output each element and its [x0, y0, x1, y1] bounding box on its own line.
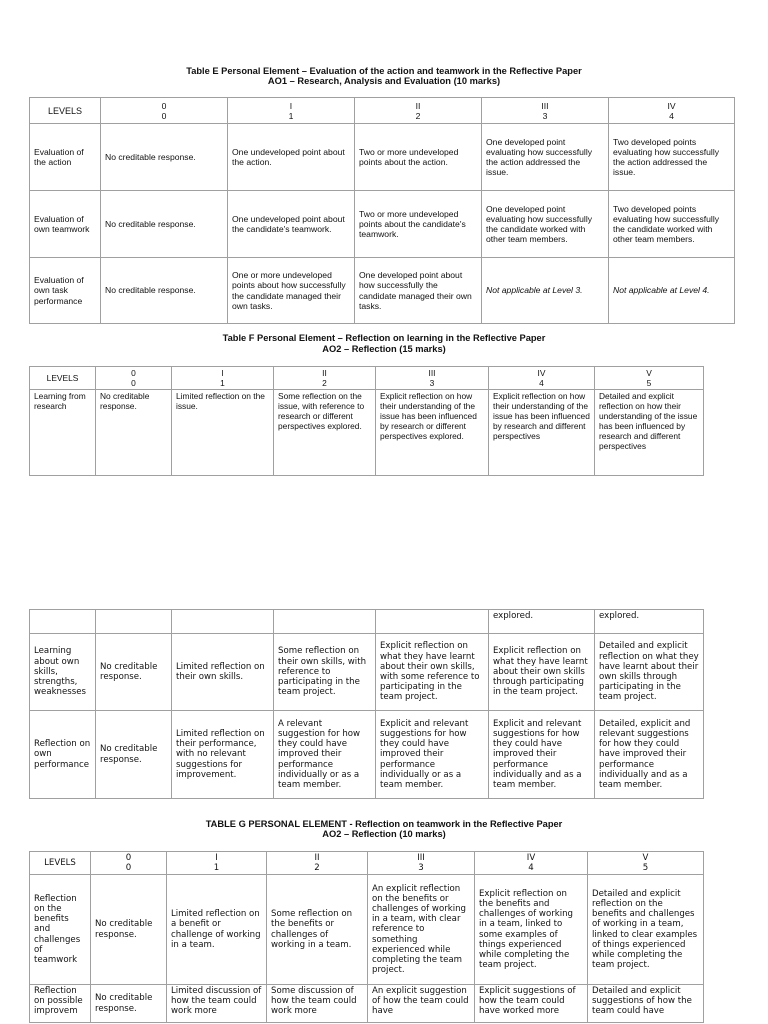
table-g-title: TABLE G PERSONAL ELEMENT - Reflection on teamwork in the Reflective Paper: [205, 819, 563, 829]
table-cell: Limited reflection on a benefit or challenge of working in a team.: [167, 875, 267, 985]
level-header: III 3: [368, 852, 475, 875]
table-cell: An explicit reflection on the benefits or challenges of working in a team, with clear reference to something experienced while completing the team project.: [368, 875, 475, 985]
level-header: II 2: [274, 367, 376, 390]
table-cell: Explicit reflection on how their understanding of the issue has been influenced by research or different perspectives explored.: [376, 390, 489, 476]
table-cell: Explicit reflection on the benefits and challenges of working in a team, linked to some examples of things experienced while completing the team project.: [475, 875, 588, 985]
table-cell: Some reflection on the benefits or challenges of working in a team.: [267, 875, 368, 985]
row-label: Evaluation of own task performance: [30, 258, 101, 324]
level-header: V 5: [595, 367, 704, 390]
table-cell: One undeveloped point about the candidate's teamwork.: [228, 191, 355, 258]
table-cell: Some reflection on their own skills, with reference to participating in the team project.: [274, 634, 376, 711]
table-cell: No creditable response.: [101, 258, 228, 324]
table-f-subtitle: AO2 – Reflection (15 marks): [322, 344, 446, 354]
row-label: Evaluation of own teamwork: [30, 191, 101, 258]
level-header: III 3: [376, 367, 489, 390]
table-cell: Detailed and explicit suggestions of how the team could have: [588, 985, 704, 1023]
row-label: Reflection on own performance: [30, 711, 96, 799]
table-cell: Two or more undeveloped points about the candidate's teamwork.: [355, 191, 482, 258]
table-g-header-row: [30, 852, 704, 875]
row-label: Evaluation of the action: [30, 124, 101, 191]
table-f-header-row: [30, 367, 704, 390]
level-header: I 1: [228, 98, 355, 124]
levels-label: LEVELS: [30, 367, 96, 390]
table-row: [30, 124, 735, 191]
table-cell: An explicit suggestion of how the team could have: [368, 985, 475, 1023]
row-label: Learning from research: [30, 390, 96, 476]
level-header: V 5: [588, 852, 704, 875]
table-e-title: Table E Personal Element – Evaluation of the action and teamwork in the Reflective Paper: [186, 66, 582, 76]
table-cell: [30, 610, 96, 634]
table-e: [29, 97, 735, 324]
row-label: Learning about own skills, strengths, weaknesses: [30, 634, 96, 711]
table-cell: Explicit and relevant suggestions for how they could have improved their performance individually and as a team member.: [489, 711, 595, 799]
table-cell: A relevant suggestion for how they could have improved their performance individually or as a team member.: [274, 711, 376, 799]
table-f-title: Table F Personal Element – Reflection on learning in the Reflective Paper: [222, 333, 546, 343]
level-header: II 2: [355, 98, 482, 124]
table-g: [29, 851, 704, 1023]
table-cell: Explicit and relevant suggestions for how they could have improved their performance individually or as a team member.: [376, 711, 489, 799]
level-header: 0 0: [101, 98, 228, 124]
row-label: Reflection on the benefits and challenges of teamwork: [30, 875, 91, 985]
level-header: I 1: [167, 852, 267, 875]
table-e-header-row: [30, 98, 735, 124]
table-cell: Not applicable at Level 4.: [609, 258, 735, 324]
table-cell: Detailed and explicit reflection on how their understanding of the issue has been influenced by research and different perspectives: [595, 390, 704, 476]
table-cell: One developed point about how successfully the candidate managed their own tasks.: [355, 258, 482, 324]
table-e-subtitle: AO1 – Research, Analysis and Evaluation (10 marks): [267, 76, 501, 86]
table-cell: Explicit suggestions of how the team could have worked more: [475, 985, 588, 1023]
table-cell: Explicit reflection on what they have learnt about their own skills through participating in the team project.: [489, 634, 595, 711]
table-cell: One developed point evaluating how successfully the action addressed the issue.: [482, 124, 609, 191]
table-cell: Limited discussion of how the team could work more: [167, 985, 267, 1023]
table-row: [30, 610, 704, 634]
table-cell: [376, 610, 489, 634]
level-header: II 2: [267, 852, 368, 875]
table-cell: No creditable response.: [96, 390, 172, 476]
table-cell: Detailed and explicit reflection on what they have learnt about their own skills through participating in the team project.: [595, 634, 704, 711]
table-cell: Not applicable at Level 3.: [482, 258, 609, 324]
table-f: [29, 366, 704, 476]
table-cell: Two developed points evaluating how successfully the candidate worked with other team members.: [609, 191, 735, 258]
table-cell: Two developed points evaluating how successfully the action addressed the issue.: [609, 124, 735, 191]
level-header: IV 4: [609, 98, 735, 124]
table-cell: Limited reflection on their performance, with no relevant suggestions for improvement.: [172, 711, 274, 799]
table-cell: Detailed and explicit reflection on the benefits and challenges of working in a team, linked to clear examples of things experienced while completing the team project.: [588, 875, 704, 985]
table-cell: One developed point evaluating how successfully the candidate worked with other team members.: [482, 191, 609, 258]
level-header: I 1: [172, 367, 274, 390]
table-cell: No creditable response.: [96, 634, 172, 711]
table-row: [30, 711, 704, 799]
table-cell: Explicit reflection on what they have learnt about their own skills, with some reference to participating in the team project.: [376, 634, 489, 711]
levels-label: LEVELS: [30, 852, 91, 875]
table-cell: [172, 610, 274, 634]
table-g-subtitle: AO2 – Reflection (10 marks): [322, 829, 446, 839]
levels-label: LEVELS: [30, 98, 101, 124]
table-f-continued: [29, 609, 704, 799]
table-cell: No creditable response.: [101, 124, 228, 191]
table-cell: [96, 610, 172, 634]
table-cell: No creditable response.: [96, 711, 172, 799]
table-row: [30, 985, 704, 1023]
table-cell: One or more undeveloped points about how successfully the candidate managed their own tasks.: [228, 258, 355, 324]
level-header: IV 4: [489, 367, 595, 390]
table-row: [30, 390, 704, 476]
level-header: IV 4: [475, 852, 588, 875]
level-header: 0 0: [91, 852, 167, 875]
table-cell: Explicit reflection on how their understanding of the issue has been influenced by research and different perspectives: [489, 390, 595, 476]
table-cell: explored.: [595, 610, 704, 634]
row-label: Reflection on possible improvem: [30, 985, 91, 1023]
table-cell: explored.: [489, 610, 595, 634]
table-cell: Limited reflection on the issue.: [172, 390, 274, 476]
table-cell: No creditable response.: [101, 191, 228, 258]
table-cell: No creditable response.: [91, 875, 167, 985]
table-cell: Two or more undeveloped points about the action.: [355, 124, 482, 191]
table-cell: Some discussion of how the team could work more: [267, 985, 368, 1023]
table-row: [30, 258, 735, 324]
table-row: [30, 875, 704, 985]
table-row: [30, 634, 704, 711]
level-header: III 3: [482, 98, 609, 124]
table-cell: [274, 610, 376, 634]
table-row: [30, 191, 735, 258]
table-cell: Limited reflection on their own skills.: [172, 634, 274, 711]
table-cell: No creditable response.: [91, 985, 167, 1023]
table-cell: Some reflection on the issue, with reference to research or different perspectives explored.: [274, 390, 376, 476]
table-cell: One undeveloped point about the action.: [228, 124, 355, 191]
level-header: 0 0: [96, 367, 172, 390]
table-cell: Detailed, explicit and relevant suggestions for how they could have improved their performance individually and as a team member.: [595, 711, 704, 799]
